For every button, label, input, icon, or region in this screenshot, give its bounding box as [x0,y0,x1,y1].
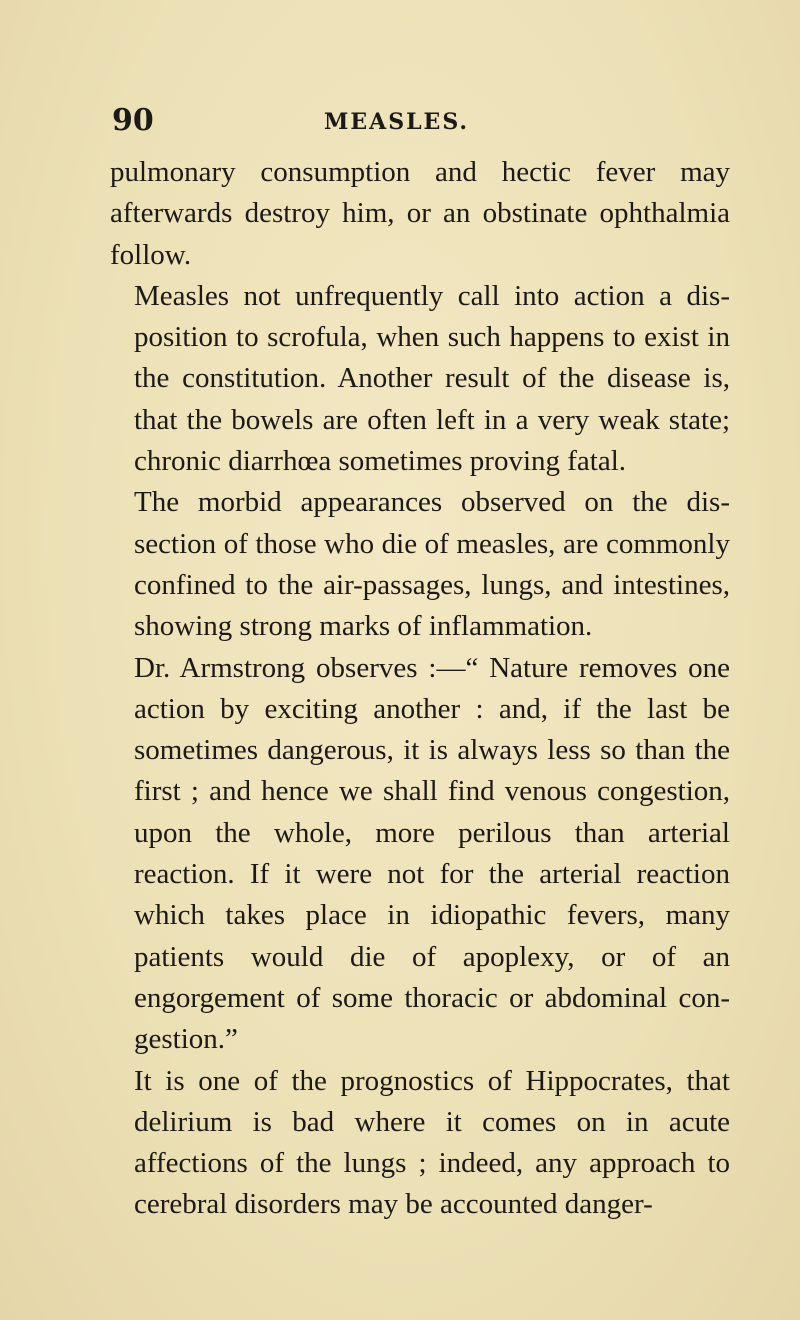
running-head: MEASLES. [324,109,470,135]
paragraph-armstrong-quote [110,648,730,1061]
body-text [110,152,730,1226]
page-header [112,103,730,143]
paragraph-hippocrates [110,1061,730,1226]
paragraph-measles-scrofula [110,276,730,482]
page-number: 90 [112,103,154,138]
paragraph-text: The morbid appearances observed on the dissection of those who die of measles, are commonly confined to the air-passages, lungs, and intestines, showing strong marks of inflammation. [134,486,730,643]
paragraph-text: It is one of the prognostics of Hippocrates, that delirium is bad where it comes on in acute affections of the lungs ; indeed, any approach to cerebral disorders may be accounted danger- [134,1064,730,1221]
paragraph-continuation: pulmonary consumption and hectic fever may afterwards destroy him, or an obstinate ophthalmia follow. [110,156,730,271]
paragraph-text: Measles not unfrequently call into action a disposition to scrofula, when such happens to exist in the constitution. Another result of the disease is, that the bowels are often left in a very weak state; chronic diarrhœa sometimes proving fatal. [134,279,730,478]
paragraph-morbid-appearances [110,482,730,647]
paragraph-text: Dr. Armstrong observes :—“ Nature removes one action by exciting another : and, if the last be sometimes dangerous, it is always less so than the first ; and hence we shall find venous congestion, upon the whole, more perilous than arterial reaction. If it were not for the arterial reaction which takes place in idiopathic fevers, many patients would die of apoplexy, or of an engorgement of some thoracic or abdominal congestion.” [134,651,730,1056]
